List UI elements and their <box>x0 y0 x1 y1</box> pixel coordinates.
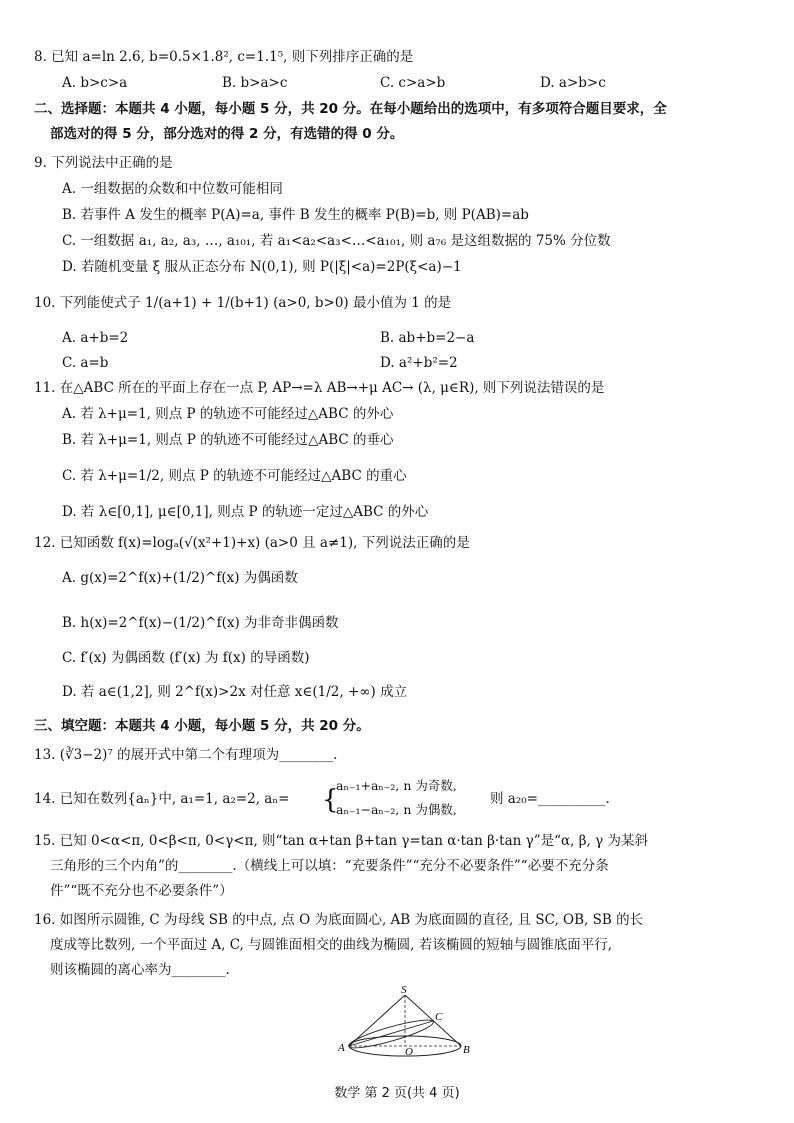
q15-line1: 15. 已知 0<α<π, 0<β<π, 0<γ<π, 则“tan α+tan β+tan γ=tan α·tan β·tan γ”是“α, β, γ 为某斜 <box>34 833 648 849</box>
q16-line2: 度成等比数列, 一个平面过 A, C, 与圆锥面相交的曲线为椭圆, 若该椭圆的短轴与圆锥底面平行, <box>50 937 613 953</box>
q14-brace: { <box>322 785 339 815</box>
q11-option-d: D. 若 λ∈[0,1], μ∈[0,1], 则点 P 的轨迹一定过△ABC 的外心 <box>62 504 429 520</box>
q14-case-even: aₙ₋₁−aₙ₋₂, n 为偶数, <box>336 802 457 817</box>
q11-option-b: B. 若 λ+μ=1, 则点 P 的轨迹不可能经过△ABC 的垂心 <box>62 432 394 448</box>
q12-option-c: C. f′(x) 为偶函数 (f′(x) 为 f(x) 的导函数) <box>62 650 310 666</box>
q8-option-b: B. b>a>c <box>222 75 288 91</box>
q10-option-c: C. a=b <box>62 355 109 371</box>
q9-option-c: C. 一组数据 a₁, a₂, a₃, …, a₁₀₁, 若 a₁<a₂<a₃<…<a₁₀₁, 则 a₇₆ 是这组数据的 75% 分位数 <box>62 233 611 249</box>
label-s: S <box>401 985 407 996</box>
q14-stem-b: 则 a₂₀=__________. <box>490 791 610 807</box>
q13-stem: 13. (∛3−2)⁷ 的展开式中第二个有理项为________. <box>34 747 338 763</box>
q12-option-d: D. 若 a∈(1,2], 则 2^f(x)>2x 对任意 x∈(1/2, +∞) 成立 <box>62 684 408 700</box>
q10-stem: 10. 下列能使式子 1/(a+1) + 1/(b+1) (a>0, b>0) 最小值为 1 的是 <box>34 295 452 311</box>
q11-stem: 11. 在△ABC 所在的平面上存在一点 P, AP→=λ AB→+μ AC→ (λ, μ∈R), 则下列说法错误的是 <box>34 380 605 396</box>
q9-stem: 9. 下列说法中正确的是 <box>34 155 173 171</box>
page-footer: 数学 第 2 页(共 4 页) <box>334 1086 460 1101</box>
q14-case-odd: aₙ₋₁+aₙ₋₂, n 为奇数, <box>336 778 457 793</box>
q12-option-b: B. h(x)=2^f(x)−(1/2)^f(x) 为非奇非偶函数 <box>62 615 339 631</box>
q15-line2: 三角形的三个内角”的________.（横线上可以填：“充要条件”“充分不必要条件”“必要不充分条 <box>50 858 609 874</box>
label-b: B <box>463 1044 470 1056</box>
section2-heading-cont: 部选对的得 5 分，部分选对的得 2 分，有选错的得 0 分。 <box>50 126 404 142</box>
label-a: A <box>338 1042 345 1054</box>
q9-option-d: D. 若随机变量 ξ 服从正态分布 N(0,1), 则 P(|ξ|<a)=2P(ξ<a)−1 <box>62 259 462 275</box>
q9-option-a: A. 一组数据的众数和中位数可能相同 <box>62 181 283 197</box>
q10-option-a: A. a+b=2 <box>62 330 129 346</box>
q15-line3: 件”“既不充分也不必要条件”） <box>50 883 233 899</box>
cone-figure <box>335 985 475 1065</box>
section-ellipse <box>347 1015 435 1053</box>
q10-option-b: B. ab+b=2−a <box>380 330 475 346</box>
segment-ac <box>349 1021 433 1046</box>
q16-line1: 16. 如图所示圆锥, C 为母线 SB 的中点, 点 O 为底面圆心, AB 为底面圆的直径, 且 SC, OB, SB 的长 <box>34 912 644 928</box>
cone-generatrix-sb <box>405 995 461 1046</box>
q8-option-d: D. a>b>c <box>540 75 606 91</box>
section2-heading: 二、选择题：本题共 4 小题，每小题 5 分，共 20 分。在每小题给出的选项中，有多项符合题目要求，全 <box>34 101 667 117</box>
q8-option-c: C. c>a>b <box>380 75 446 91</box>
section3-heading: 三、填空题：本题共 4 小题，每小题 5 分，共 20 分。 <box>34 718 370 734</box>
q14-stem-a: 14. 已知在数列{aₙ}中, a₁=1, a₂=2, aₙ= <box>34 791 290 807</box>
q8-option-a: A. b>c>a <box>62 75 128 91</box>
label-o: O <box>405 1046 413 1058</box>
q11-option-c: C. 若 λ+μ=1/2, 则点 P 的轨迹不可能经过△ABC 的重心 <box>62 468 407 484</box>
q16-line3: 则该椭圆的离心率为________. <box>50 962 230 978</box>
q10-option-d: D. a²+b²=2 <box>380 355 458 371</box>
q8-stem: 8. 已知 a=ln 2.6, b=0.5×1.8², c=1.1⁵, 则下列排序正确的是 <box>34 49 414 65</box>
q11-option-a: A. 若 λ+μ=1, 则点 P 的轨迹不可能经过△ABC 的外心 <box>62 406 394 422</box>
q12-stem: 12. 已知函数 f(x)=logₐ(√(x²+1)+x) (a>0 且 a≠1), 下列说法正确的是 <box>34 535 470 551</box>
cone-generatrix-sa <box>349 995 405 1046</box>
label-c: C <box>435 1011 443 1023</box>
q9-option-b: B. 若事件 A 发生的概率 P(A)=a, 事件 B 发生的概率 P(B)=b, 则 P(AB)=ab <box>62 207 529 223</box>
q12-option-a: A. g(x)=2^f(x)+(1/2)^f(x) 为偶函数 <box>62 570 298 586</box>
